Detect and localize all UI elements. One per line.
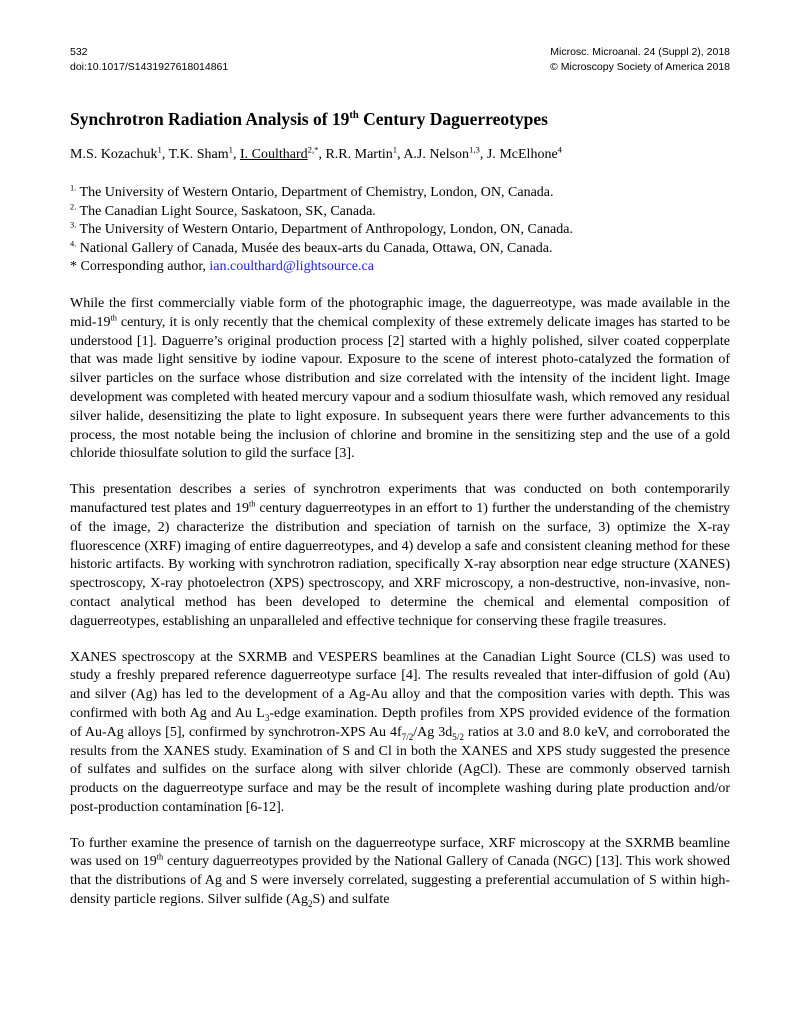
author: J. McElhone$^4$ [486, 144, 562, 162]
author: R.R. Martin$^1$, [325, 144, 404, 162]
author-list [70, 146, 730, 164]
page-number: 532 [70, 46, 88, 58]
author-corresponding: I. Coulthard$^{2,*}$, [239, 144, 326, 162]
paper-title: Synchrotron Radiation Analysis of 19th Century Daguerreotypes [70, 109, 548, 129]
paragraph-xanes: XANES spectroscopy at the SXRMB and VESPERS beamlines at the Canadian Light Source (CLS) was used to study a freshly prepared reference daguerreotype surface [4]. The results revealed that inter-diffusion of gold (Au) and silver (Ag) has led to the development of a Ag-Au alloy and that the composition varies with depth. This was confirmed with both Ag and Au $L_3$-edge examination. Depth profiles from XPS provided evidence of the formation of Au-Ag alloys [5], confirmed by synchrotron-XPS Au $4f_{7/2}/Ag$ $3d_{5/2}$ ratios at 3.0 and 8.0 keV, and corroborated the results from the XANES study. Examination of S and Cl in both the XANES and XPS study suggested the presence of sulfates and sulfides on the surface along with silver chloride (AgCl). These are commonly observed tarnish products on the daguerreotype surface and may be the result of incomplete washing during plate production and/or post-production contamination [6-12]. [70, 649, 731, 815]
journal-citation: Microsc. Microanal. 24 (Suppl 2), 2018 [550, 46, 730, 58]
author: A.J. Nelson$^{1,3}$, [403, 144, 487, 162]
author: T.K. Sham$^1$, [168, 144, 240, 162]
affiliation: $^{3.}$ The University of Western Ontario, Department of Anthropology, London, ON, Canada. [70, 220, 573, 238]
corresponding-author: * Corresponding author, ian.coulthard@lightsource.ca [70, 259, 374, 275]
doi: doi:10.1017/S1431927618014861 [70, 61, 229, 73]
running-header [70, 45, 730, 75]
paragraph-xrf: To further examine the presence of tarnish on the daguerreotype surface, XRF microscopy at the SXRMB beamline was used on 19th century daguerreotypes provided by the National Gallery of Canada (NGC) [13]. This work showed that the distributions of Ag and S were inversely correlated, suggesting a preferential accumulation of S within high-density particle regions. Silver sulfide $(Ag_2S)$ and sulfate [70, 835, 731, 909]
affiliations [70, 184, 730, 277]
affiliation: $^{4.}$ National Gallery of Canada, Musée des beaux-arts du Canada, Ottawa, ON, Canada. [70, 239, 553, 256]
author: M.S. Kozachuk$^1$, [70, 144, 169, 162]
paragraph-objectives: This presentation describes a series of synchrotron experiments that was conducted on both contemporarily manufactured test plates and 19th century daguerreotypes in an effort to 1) further the understanding of the chemistry of the image, 2) characterize the distribution and speciation of tarnish on the surface, 3) optimize the X-ray fluorescence (XRF) imaging of entire daguerreotypes, and 4) develop a safe and consistent cleaning method for these historic artifacts. By working with synchrotron radiation, specifically X-ray absorption near edge structure (XANES) spectroscopy, X-ray photoelectron (XPS) spectroscopy, and XRF microscopy, a non-destructive, non-invasive, non-contact analytical method has been developed to determine the chemical and elemental composition of daguerreotypes, establishing an unparalleled and effective technique for conserving these fragile treasures. [70, 482, 730, 629]
header-right [550, 45, 730, 75]
paragraph-intro: While the first commercially viable form of the photographic image, the daguerreotype, was made available in the mid-19th century, it is only recently that the chemical complexity of these extremely delicate images has started to be understood [1]. Daguerre’s original production process [2] started with a highly polished, silver coated copperplate that was made light sensitive by iodine vapour. Exposure to the scene of interest photo-catalyzed the formation of silver particles on the surface whose distribution and size correlated with the intensity of the incident light. Image development was completed with heated mercury vapour and a sodium thiosulfate wash, which removed any residual silver halide, desensitizing the plate to light exposure. In subsequent years there were further advancements to this process, the most notable being the inclusion of chlorine and bromine in the sensitizing step and the use of a gold chloride thiosulfate solution to gild the surface [3]. [70, 295, 730, 462]
copyright: © Microscopy Society of America 2018 [550, 61, 730, 73]
affiliation: $^{2.}$ The Canadian Light Source, Saskatoon, SK, Canada. [70, 201, 376, 219]
paper-page [70, 45, 730, 924]
email-link[interactable]: ian.coulthard@lightsource.ca [209, 259, 374, 275]
affiliation: $^{1.}$ The University of Western Ontario, Department of Chemistry, London, ON, Canada. [70, 183, 554, 200]
header-left [70, 45, 228, 75]
